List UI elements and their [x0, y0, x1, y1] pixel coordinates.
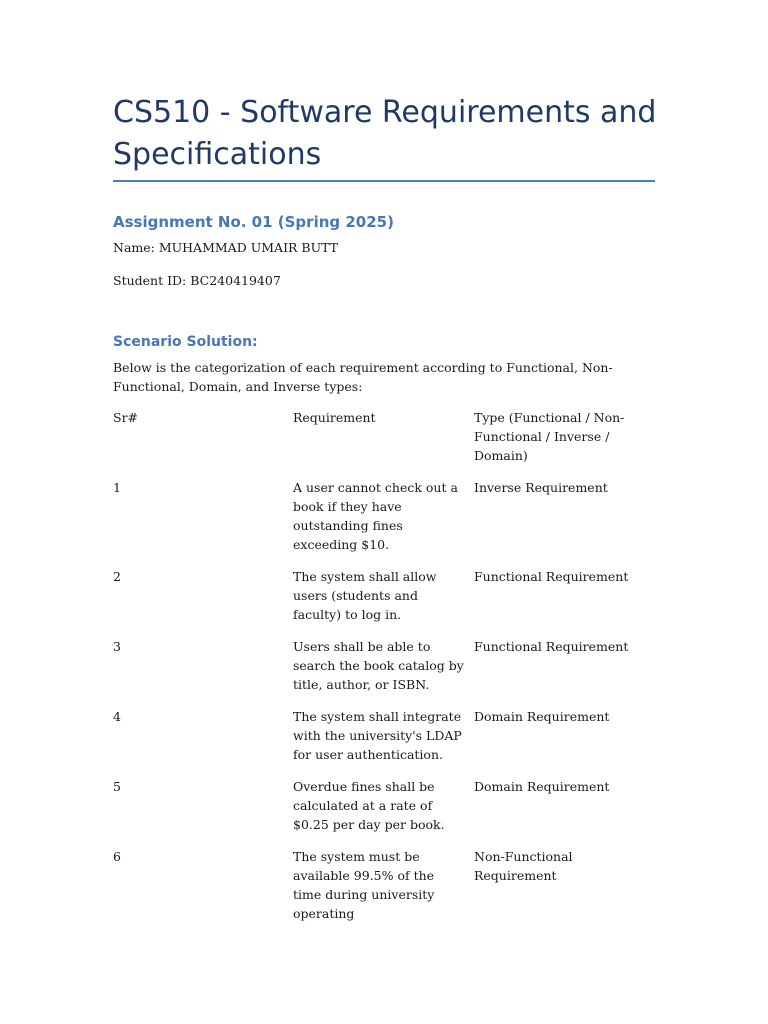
header-requirement: Requirement [293, 410, 376, 425]
student-id: Student ID: BC240419407 [113, 273, 281, 288]
student-name: Name: MUHAMMAD UMAIR BUTT [113, 240, 339, 255]
document-title: CS510 - Software Requirements and Specifications [113, 95, 657, 172]
table-row [113, 707, 658, 777]
assignment-heading: Assignment No. 01 (Spring 2025) [113, 213, 394, 231]
row-type: Functional Requirement [474, 569, 629, 584]
scenario-heading: Scenario Solution: [113, 334, 258, 350]
row-sr: 5 [113, 779, 121, 794]
row-type: Functional Requirement [474, 639, 629, 654]
row-requirement: The system shall integrate with the university's LDAP for user authentication. [293, 709, 462, 762]
row-type: Domain Requirement [474, 709, 610, 724]
row-requirement: Overdue fines shall be calculated at a rate of $0.25 per day per book. [293, 779, 445, 832]
row-requirement: Users shall be able to search the book catalog by title, author, or ISBN. [293, 639, 464, 692]
header-type: Type (Functional / Non-Functional / Inverse / Domain) [474, 410, 625, 463]
requirements-table [113, 408, 658, 921]
row-type: Inverse Requirement [474, 480, 608, 495]
table-row [113, 847, 658, 921]
row-type: Non-Functional Requirement [474, 849, 573, 883]
header-sr: Sr# [113, 410, 139, 425]
row-sr: 1 [113, 480, 121, 495]
row-sr: 2 [113, 569, 121, 584]
row-sr: 3 [113, 639, 121, 654]
table-row [113, 637, 658, 707]
row-requirement: The system shall allow users (students and faculty) to log in. [293, 569, 437, 622]
title-divider [113, 180, 655, 182]
row-requirement: A user cannot check out a book if they have outstanding fines exceeding $10. [293, 480, 458, 552]
row-sr: 6 [113, 849, 121, 864]
table-header-row [113, 408, 658, 478]
table-row [113, 478, 658, 567]
table-row [113, 777, 658, 847]
intro-paragraph: Below is the categorization of each requirement according to Functional, Non-Functional, Domain, and Inverse types: [113, 360, 613, 394]
row-type: Domain Requirement [474, 779, 610, 794]
table-row [113, 567, 658, 637]
row-sr: 4 [113, 709, 121, 724]
row-requirement: The system must be available 99.5% of the time during university operating [293, 849, 435, 921]
